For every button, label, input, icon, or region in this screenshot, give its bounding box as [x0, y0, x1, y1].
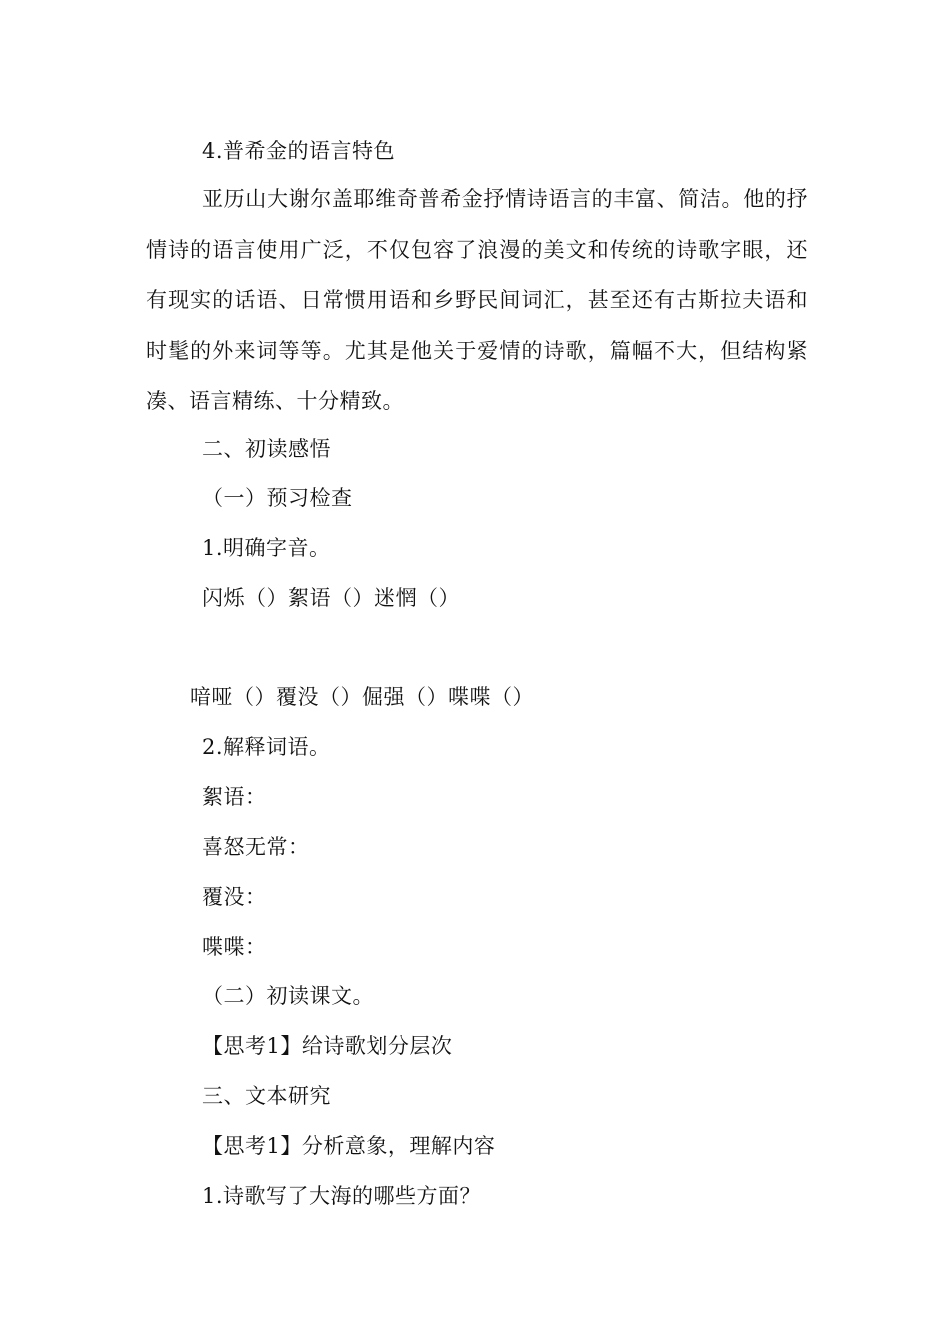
- section-heading: 4.普希金的语言特色: [202, 139, 396, 163]
- term-item: 喋喋：: [202, 935, 267, 959]
- section-heading: 三、文本研究: [202, 1084, 331, 1108]
- question-item: 1.诗歌写了大海的哪些方面？: [202, 1184, 482, 1208]
- thinking-prompt: 【思考1】分析意象，理解内容: [202, 1134, 496, 1158]
- subsection-heading: （二）初读课文。: [202, 984, 374, 1008]
- list-item: 1.明确字音。: [202, 536, 331, 560]
- subsection-heading: （一）预习检查: [202, 486, 353, 510]
- section-heading: 二、初读感悟: [202, 437, 331, 461]
- body-paragraph: 亚历山大谢尔盖耶维奇普希金抒情诗语言的丰富、简洁。他的抒情诗的语言使用广泛，不仅包容了浪漫的美文和传统的诗歌字眼，还有现实的话语、日常惯用语和乡野民间词汇，甚至还有古斯拉夫语和时髦的外来词等等。尤其是他关于爱情的诗歌，篇幅不大，但结构紧凑、语言精练、十分精致。: [146, 187, 808, 413]
- thinking-prompt: 【思考1】给诗歌划分层次: [202, 1034, 453, 1058]
- term-item: 絮语：: [202, 785, 267, 809]
- list-item: 2.解释词语。: [202, 735, 331, 759]
- pronunciation-line: 闪烁（）絮语（）迷惘（）: [202, 586, 460, 610]
- pronunciation-line: 喑哑（）覆没（）倔强（）喋喋（）: [190, 685, 534, 709]
- term-item: 喜怒无常：: [202, 835, 310, 859]
- term-item: 覆没：: [202, 885, 267, 909]
